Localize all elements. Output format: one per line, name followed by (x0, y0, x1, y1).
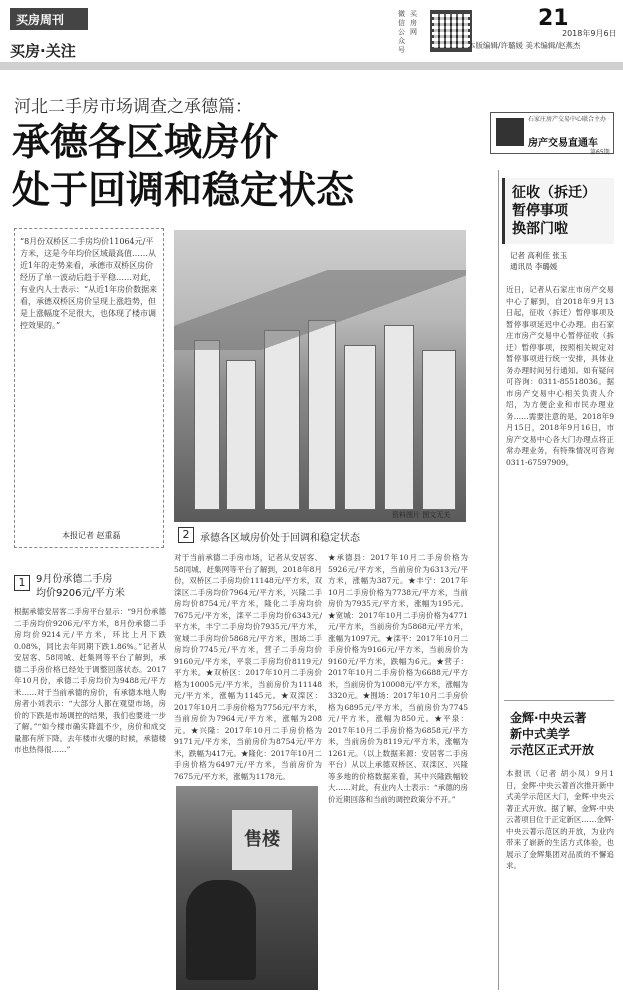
body-column-left: 根据承德安居客二手房平台显示：“9月份承德二手房均价9206元/平方米，8月份承德二手房均价9214元/平方米，环比上月下跌0.08%，同比去年同期下跌1.86%。”记者从安居客、58同城、赶集网等平台了解到，承德二手房价格已经处于调整回落状态。2017年10月份，承德二手房均价为9488元/平方米……对于当前承德的房价，有承德本地人购房者小刘表示：“大部分人都在观望市场，房价的下跌是市场调控的结果，我们也要进一步了解。”“如今楼市确实降温不少，房价和成交量都有所下降。去年楼市火爆的时候，承德楼市也热得很……” (14, 607, 166, 754)
body-column-middle: 对于当前承德二手房市场，记者从安居客、58同城、赶集网等平台了解到，2018年8月份，双桥区二手房均价11148元/平方米，双滦区二手房均价7964元/平方米，兴隆二手房均价8754元/平方米，隆化二手房均价7675元/平方米，滦平二手房均价6343元/平方米，丰宁二手房均价7935元/平方米，宽城二手房均价5868元/平方米，围场二手房均价7745元/平方米，营子二手房均价9160元/平方米，平泉二手房均价8119元/平方米。★双桥区：2017年10月二手房价格为10005元/平方米，当前房价为11148元/平方米，涨幅为1145元。★双滦区：2017年10月二手房价格为7756元/平方米，当前房价为7964元/平方米，涨幅为208元。★兴隆：2017年10月二手房价格为9171元/平方米，当前房价为8754元/平方米，跌幅为417元。★隆化：2017年10月二手房价格为6497元/平方米，当前房价为7675元/平方米，涨幅为1178元。 (174, 553, 322, 781)
building (344, 345, 376, 510)
section-2-title: 承德各区域房价处于回调和稳定状态 (200, 533, 360, 544)
section-1-title (36, 573, 125, 601)
issue-date: 2018年9月6日 (562, 29, 617, 38)
promo-title: 房产交易直通车 (528, 138, 598, 149)
header-divider (0, 62, 623, 70)
section-1-title-line-2: 均价9206元/平方米 (36, 588, 125, 599)
headline-line-2: 处于回调和稳定状态 (12, 168, 355, 212)
section-1-title-line-1: 9月份承德二手房 (36, 574, 113, 585)
qr-code-pattern (434, 14, 468, 48)
sidebar-title (512, 184, 596, 238)
article-headline (12, 118, 354, 214)
promo-sponsor: 石家庄房产交易中心联合主办 (528, 116, 607, 123)
sidebar-byline: 记者 高利佳 张玉 通讯员 李璐媛 (510, 251, 568, 271)
sidebar-2-title-line-3: 示范区正式开放 (510, 743, 595, 757)
house-icon (496, 118, 524, 146)
promo-issue: 第65期 (590, 149, 610, 156)
sidebar-body: 近日，记者从石家庄市房产交易中心了解到，自2018年9月13日起，征收（拆迁）暂停事项及暂停事项延迟中心办理。由石家庄市房产交易中心暂停征收（拆迁）暂停事项，按照相关规定对暂停事项进行统一安排，具体业务办理时间另行通知。如有疑问可咨询：0311-85518036。据市房产交易中心相关负责人介绍，为方便企业和市民办理业务……需要注意的是，2018年9月15日，2018年9月16日，市房产交易中心各大门办理点将正常办理业务，有特殊情况可咨询0311-67597909。 (506, 285, 614, 467)
sidebar-title-line-3: 换部门啦 (512, 221, 568, 237)
building (384, 325, 414, 510)
section-1-number: 1 (14, 575, 30, 591)
intro-text: “8月份双桥区二手房均价11064元/平方米，这是今年均价区域最高值……从近1年的走势来看，承德市双桥区房价经历了单一波动后趋于平稳……对此，有业内人士表示：“从近1年房价数据来看，承德双桥区房价呈现上涨趋势，但是上涨幅度不足很大，也体现了楼市调控效果的。” (20, 237, 158, 330)
sidebar-divider (504, 700, 614, 701)
sidebar-title-line-2: 暂停事项 (512, 203, 568, 219)
body-column-middle-2: ★承德县：2017年10月二手房价格为5926元/平方米，当前房价为6313元/平方米，涨幅为387元。★丰宁：2017年10月二手房价格为7738元/平方米，当前房价为7935元/平方米，涨幅为195元。★宽城：2017年10月二手房价格为4771元/平方米，当前房价为5868元/平方米，涨幅为1097元。★滦平：2017年10月二手房价格为9166元/平方米，当前房价为9160元/平方米，跌幅为6元。★营子：2017年10月二手房价格为6688元/平方米，当前房价为10008元/平方米，涨幅为3320元。★围场：2017年10月二手房价格为6895元/平方米，当前房价为7745元/平方米，涨幅为850元。★平泉：2017年10月二手房价格为6858元/平方米，当前房价为8119元/平方米，涨幅为1261元。（以上数据来源：安居客二手房平台）从以上承德双桥区、双滦区、兴隆等多地的价格数据来看，其中兴隆跌幅较大……对此，有业内人士表示：“承德的房价近期回落和当前的调控政策分不开。” (328, 553, 468, 804)
column-divider (498, 170, 499, 990)
wechat-label: 微信公众号 (398, 10, 405, 54)
page-number: 21 (538, 6, 569, 31)
building (422, 350, 456, 510)
sidebar-2-body: 本报讯（记者 胡小凤）9月1日，金辉·中央云著首次推开新中式美学示范区大门，金辉·中央云著正式开放。据了解，金辉·中央云著项目位于正定新区……金辉·中央云著示范区的开放，为业内带来了崭新的生活方式体验，也展示了金辉集团对品质的不懈追求。 (506, 769, 614, 870)
person-silhouette (186, 880, 256, 980)
sidebar-2-title-line-2: 新中式美学 (510, 727, 571, 741)
building (194, 340, 220, 510)
building (226, 360, 256, 510)
sidebar-2-title-line-1: 金辉·中央云著 (510, 711, 587, 725)
section-2-number: 2 (178, 527, 194, 543)
editor-credits: 本版编辑/许璐媛 美术编辑/赵燕杰 (468, 41, 581, 50)
wechat-label-2: 买房网 (410, 10, 417, 36)
building (264, 330, 300, 510)
photo-caption: 资料图片 图文无关 (392, 511, 451, 519)
mountain-shape (174, 270, 466, 350)
headline-line-1: 承德各区域房价 (12, 120, 279, 164)
sidebar-2-title (510, 710, 594, 758)
article-kicker: 河北二手房市场调查之承德篇： (14, 97, 252, 117)
sales-sign: 售楼 (232, 810, 292, 870)
section-label: 买房·关注 (10, 42, 76, 60)
intro-byline: 本报记者 赵重磊 (62, 531, 121, 540)
paper-logo: 买房周刊 (10, 8, 88, 30)
sidebar-title-line-1: 征收（拆迁） (512, 185, 596, 201)
